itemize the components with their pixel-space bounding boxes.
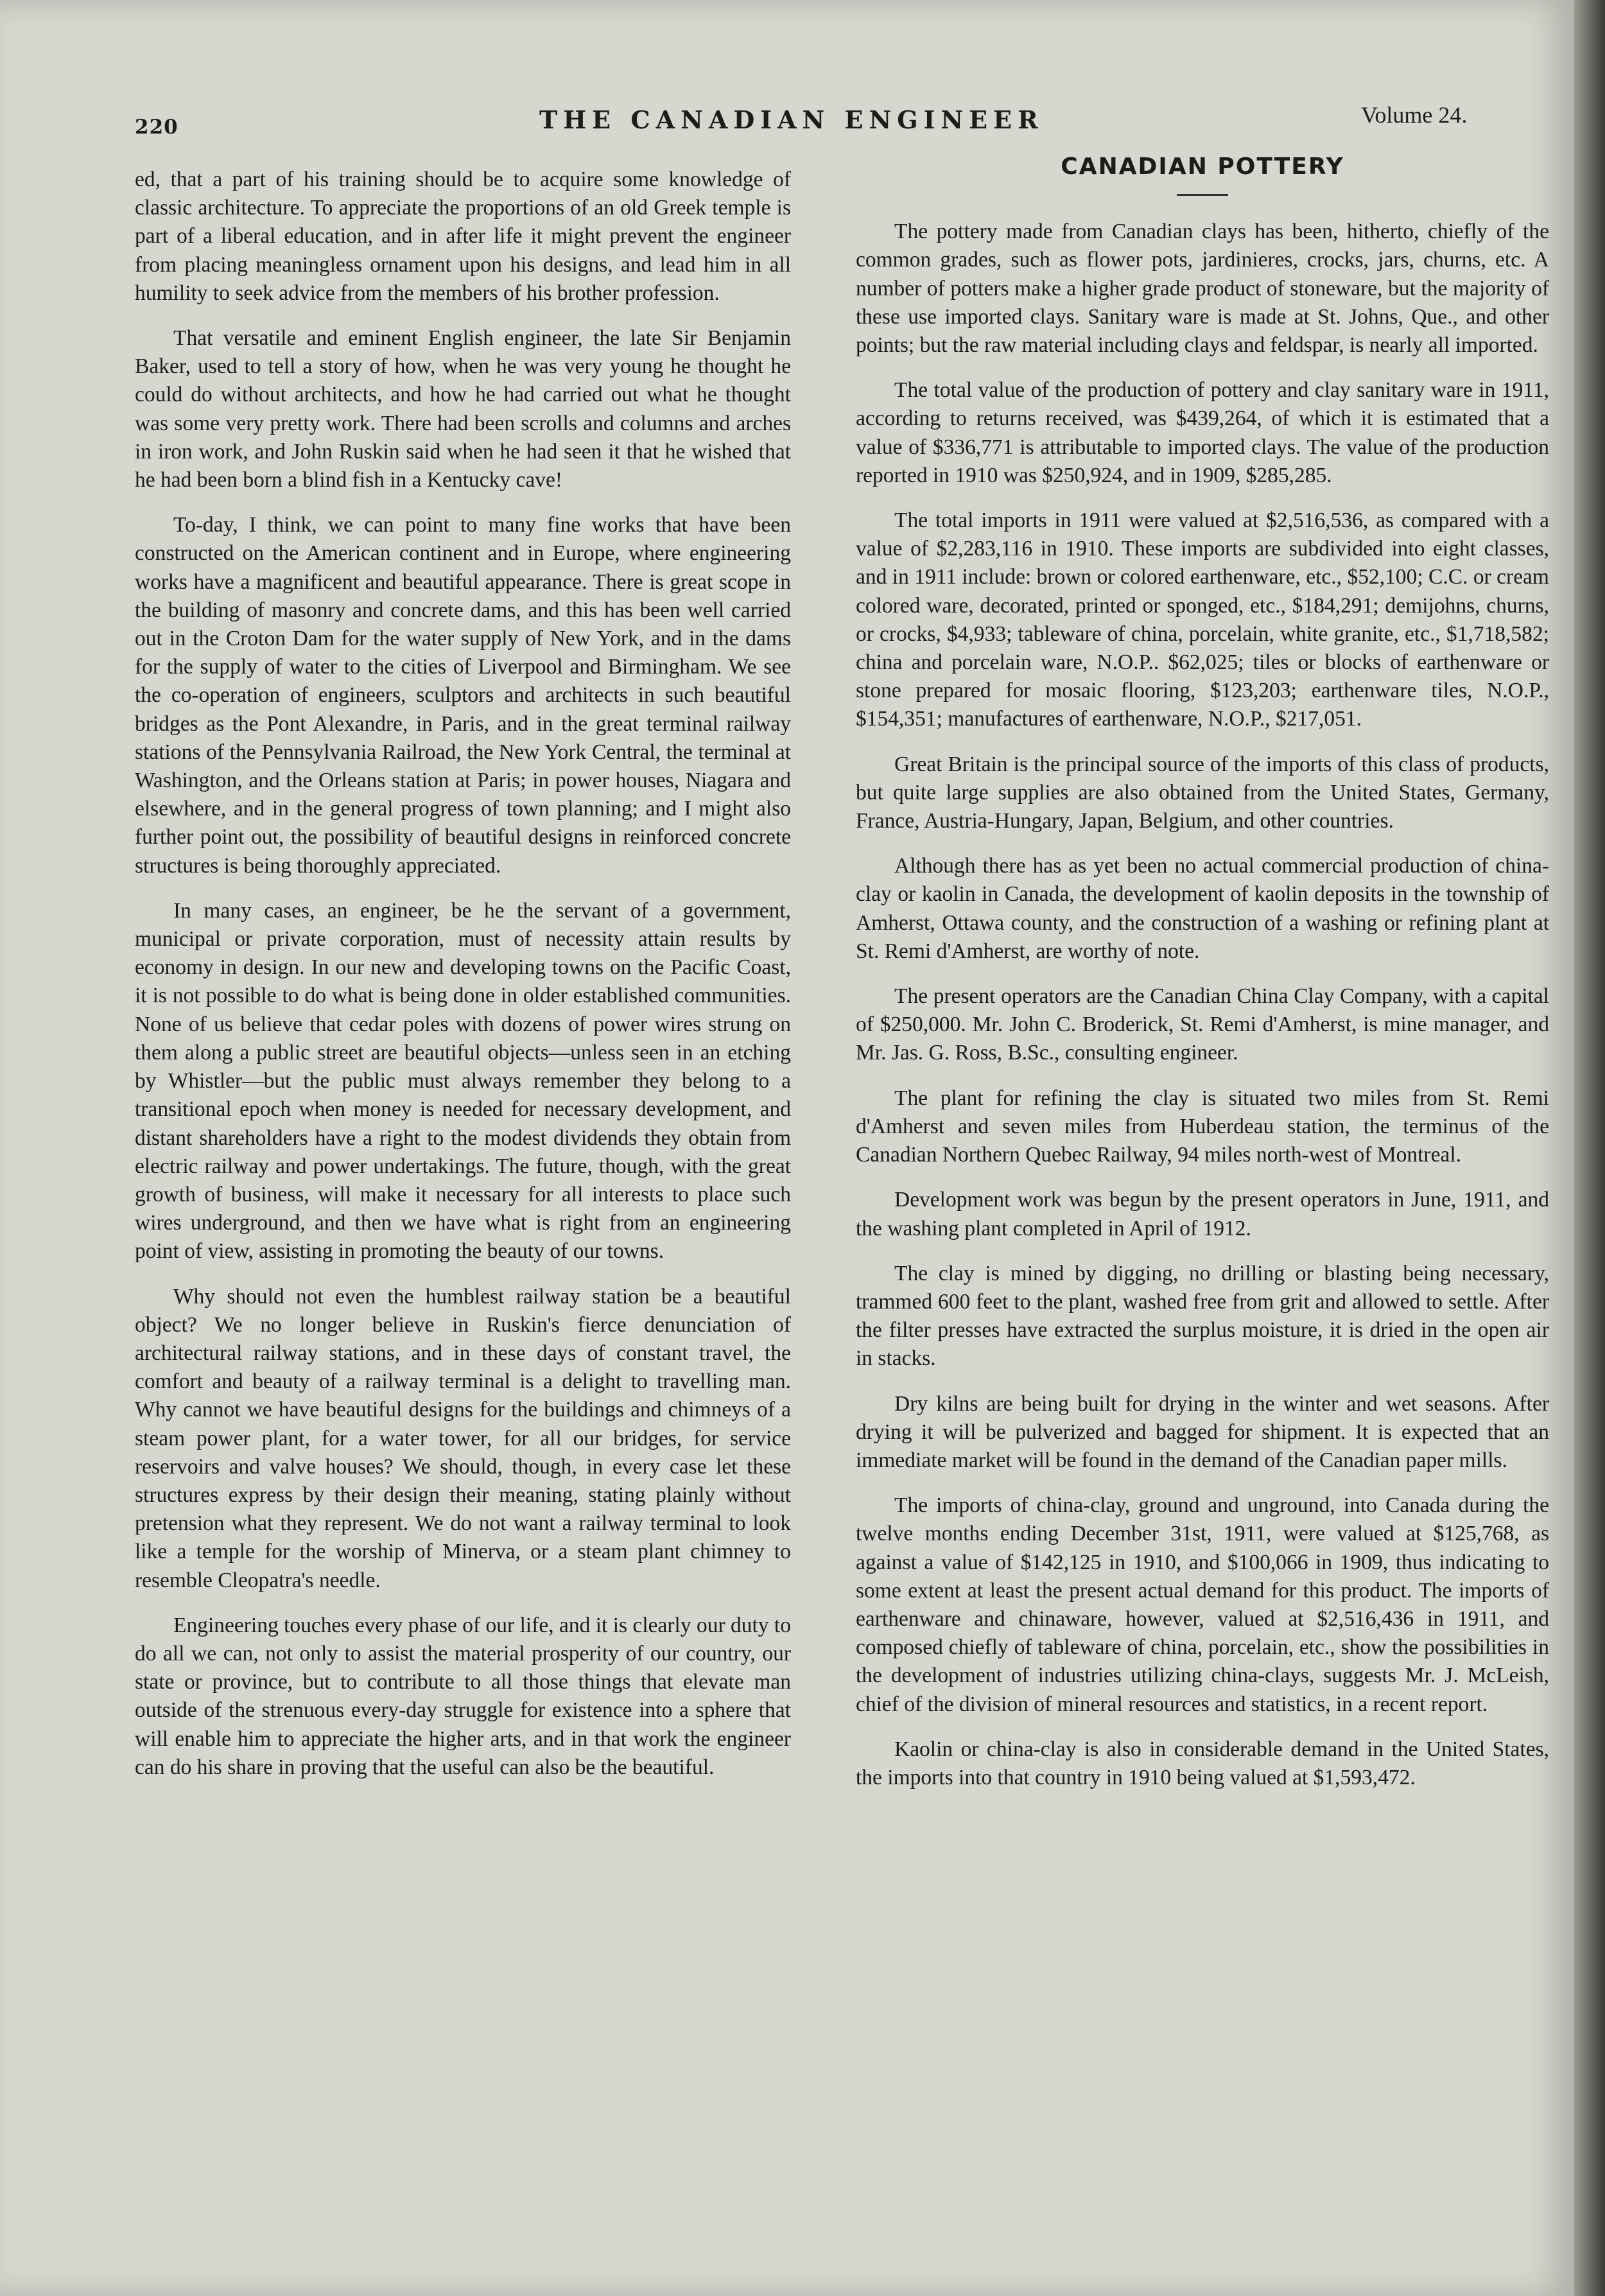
page-number: 220	[135, 116, 178, 139]
right-paragraph: The total value of the production of pottery and clay sanitary ware in 1911, according to returns received, was $439,264, of which it is estimated that a value of $336,771 is attributable to imported clays. The value of the production reported in 1910 was $250,924, and in 1909, $285,285.	[856, 378, 1549, 487]
binding-shadow	[1574, 0, 1605, 2296]
left-paragraph: Engineering touches every phase of our life, and it is clearly our duty to do all we can, not only to assist the material prosperity of our country, our state or province, but to contribute to all those things that elevate man outside of the strenuous every-day struggle for existence into a sphere that will enable him to appreciate the higher arts, and in that work the engineer can do his share in proving that the useful can also be the beautiful.	[135, 1613, 791, 1779]
left-paragraph: In many cases, an engineer, be he the servant of a government, municipal or private corporation, must of necessity attain results by economy in design. In our new and developing towns on the Pacific Coast, it is not possible to do what is being done in older established communities. None of us believe that cedar poles with dozens of power wires strung on them along a public street are beautiful objects—unless seen in an etching by Whistler—but the public must always remember they belong to a transitional epoch when money is needed for necessary development, and distant shareholders have a right to the modest dividends they obtain from electric railway and power undertakings. The future, though, with the great growth of business, will make it necessary for all interests to place such wires underground, and then we have what is right from an engineering point of view, assisting in promoting the beauty of our towns.	[135, 898, 791, 1264]
volume-label: Volume 24.	[1361, 102, 1468, 128]
right-paragraph: Development work was begun by the present operators in June, 1911, and the washing plant completed in April of 1912.	[856, 1188, 1549, 1240]
right-paragraph: The total imports in 1911 were valued at $2,516,536, as compared with a value of $2,283,116 in 1910. These imports are subdivided into eight classes, and in 1911 include: brown or colored earthenware, etc., $52,100; C.C. or cream colored ware, decorated, printed or sponged, etc., $184,291; demijohns, churns, or crocks, $4,933; tableware of china, porcelain, white granite, etc., $1,718,582; china and porcelain ware, N.O.P.. $62,025; tiles or blocks of earthenware or stone prepared for mosaic flooring, $123,203; earthenware tiles, N.O.P., $154,351; manufactures of earthenware, N.O.P., $217,051.	[856, 509, 1549, 731]
left-paragraph: To-day, I think, we can point to many fine works that have been constructed on the American continent and in Europe, where engineering works have a magnificent and beautiful appearance. There is great scope in the building of masonry and concrete dams, and this has been well carried out in the Croton Dam for the water supply of New York, and in the dams for the supply of water to the cities of Liverpool and Birmingham. We see the co-operation of engineers, sculptors and architects in such beautiful bridges as the Pont Alexandre, in Paris, and in the great terminal railway stations of the Pennsylvania Railroad, the New York Central, the terminal at Washington, and the Orleans station at Paris; in power houses, Niagara and elsewhere, and in the general progress of town planning; and I might also further point out, the possibility of beautiful designs in reinforced concrete structures is being thoroughly appreciated.	[135, 513, 791, 878]
left-column	[135, 166, 791, 1798]
left-paragraph: ed, that a part of his training should be to acquire some knowledge of classic architecture. To appreciate the proportions of an old Greek temple is part of a liberal education, and in after life it might prevent the engineer from placing meaningless ornament upon his designs, and lead him in all humility to seek advice from the members of his brother profession.	[135, 168, 791, 305]
right-paragraph: The clay is mined by digging, no drilling or blasting being necessary, trammed 600 feet to the plant, washed free from grit and allowed to settle. After the filter presses have extracted the surplus moisture, it is dried in the open air in stacks.	[856, 1261, 1549, 1371]
right-column	[856, 153, 1549, 1809]
title-rule	[1177, 194, 1228, 196]
right-paragraph: Although there has as yet been no actual commercial production of china-clay or kaolin in Canada, the development of kaolin deposits in the township of Amherst, Ottawa county, and the construction of a washing or refining plant at St. Remi d'Amherst, are worthy of note.	[856, 854, 1549, 963]
right-paragraph: Dry kilns are being built for drying in the winter and wet seasons. After drying it will be pulverized and bagged for shipment. It is expected that an immediate market will be found in the demand of the Canadian paper mills.	[856, 1391, 1549, 1472]
page-header	[128, 96, 1560, 141]
right-paragraph: Great Britain is the principal source of the imports of this class of products, but quite large supplies are also obtained from the United States, Germany, France, Austria-Hungary, Japan, Belgium, and other countries.	[856, 752, 1549, 833]
journal-title: THE CANADIAN ENGINEER	[539, 105, 1044, 134]
article-title: CANADIAN POTTERY	[1061, 153, 1344, 180]
left-paragraph: That versatile and eminent English engineer, the late Sir Benjamin Baker, used to tell a story of how, when he was very young he thought he could do without architects, and how he had carried out what he thought was some very pretty work. There had been scrolls and columns and arches in iron work, and John Ruskin said when he had seen it that he wished that he had been born a blind fish in a Kentucky cave!	[135, 326, 791, 492]
right-paragraph: The present operators are the Canadian China Clay Company, with a capital of $250,000. Mr. John C. Broderick, St. Remi d'Amherst, is mine manager, and Mr. Jas. G. Ross, B.Sc., consulting engineer.	[856, 984, 1549, 1065]
right-paragraph: The pottery made from Canadian clays has been, hitherto, chiefly of the common grades, such as flower pots, jardinieres, crocks, jars, churns, etc. A number of potters make a higher grade product of stoneware, but the majority of these use imported clays. Sanitary ware is made at St. Johns, Que., and other points; but the raw material including clays and feldspar, is nearly all imported.	[856, 220, 1549, 358]
right-paragraph: Kaolin or china-clay is also in considerable demand in the United States, the imports into that country in 1910 being valued at $1,593,472.	[856, 1737, 1549, 1789]
right-paragraph: The imports of china-clay, ground and unground, into Canada during the twelve months ending December 31st, 1911, were valued at $125,768, as against a value of $142,125 in 1910, and $100,066 in 1909, thus indicating to some extent at least the present actual demand for this product. The imports of earthenware and chinaware, however, valued at $2,516,436 in 1911, and composed chiefly of tableware of china, porcelain, etc., show the possibilities in the development of industries utilizing china-clays, suggests Mr. J. McLeish, chief of the division of mineral resources and statistics, in a recent report.	[856, 1493, 1549, 1716]
right-paragraph: The plant for refining the clay is situated two miles from St. Remi d'Amherst and seven miles from Huberdeau station, the terminus of the Canadian Northern Quebec Railway, 94 miles north-west of Montreal.	[856, 1086, 1549, 1167]
left-paragraph: Why should not even the humblest railway station be a beautiful object? We no longer believe in Ruskin's fierce denunciation of architectural railway stations, and in these days of constant travel, the comfort and beauty of a railway terminal is a delight to travelling man. Why cannot we have beautiful designs for the buildings and chimneys of a steam power plant, for a water tower, for all our bridges, for service reservoirs and valve houses? We should, though, in every case let these structures express by their design their meaning, stating plainly without pretension what they represent. We do not want a railway terminal to look like a temple for the worship of Minerva, or a steam plant chimney to resemble Cleopatra's needle.	[135, 1284, 791, 1592]
